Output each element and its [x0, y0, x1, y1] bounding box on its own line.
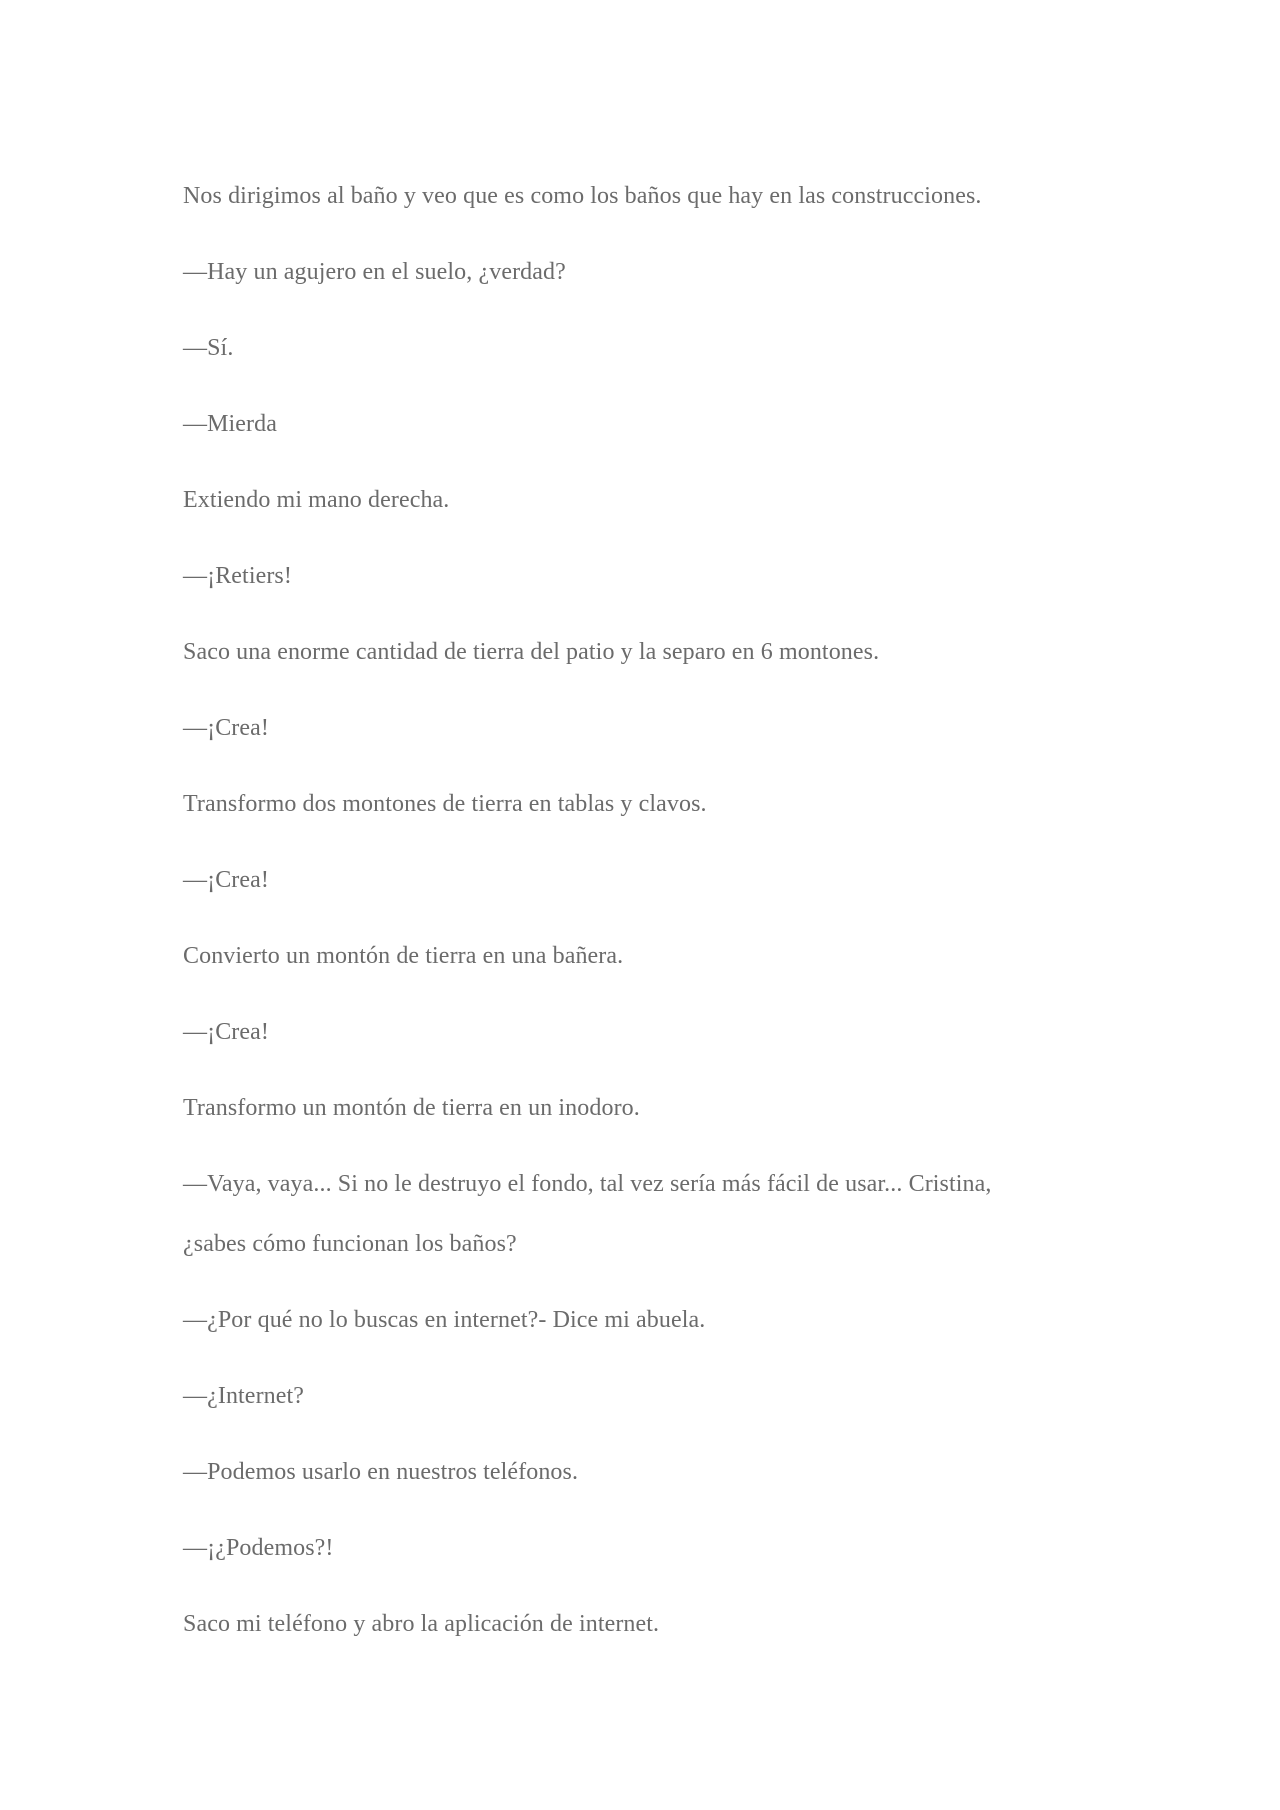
dialogue-line: —¿Por qué no lo buscas en internet?- Dice mi abuela.: [183, 1307, 706, 1333]
paragraph: Saco mi teléfono y abro la aplicación de internet.: [183, 1611, 660, 1637]
dialogue-line-continuation: ¿sabes cómo funcionan los baños?: [183, 1231, 517, 1257]
dialogue-line: —¡Crea!: [183, 715, 269, 741]
dialogue-line: —Hay un agujero en el suelo, ¿verdad?: [183, 259, 566, 285]
paragraph: Nos dirigimos al baño y veo que es como los baños que hay en las construcciones.: [183, 183, 982, 209]
paragraph: Extiendo mi mano derecha.: [183, 487, 450, 513]
dialogue-line: —Mierda: [183, 411, 278, 437]
paragraph: Convierto un montón de tierra en una bañera.: [183, 943, 624, 969]
dialogue-line: —Vaya, vaya... Si no le destruyo el fondo, tal vez sería más fácil de usar... Cristina,: [183, 1171, 992, 1197]
dialogue-line: —¡Crea!: [183, 1019, 269, 1045]
dialogue-line: —¡Retiers!: [183, 563, 292, 589]
paragraph: Transformo un montón de tierra en un inodoro.: [183, 1095, 640, 1121]
paragraph: Saco una enorme cantidad de tierra del patio y la separo en 6 montones.: [183, 639, 880, 665]
document-body: [183, 178, 1083, 1682]
dialogue-line: —Podemos usarlo en nuestros teléfonos.: [183, 1459, 579, 1485]
dialogue-line: —¿Internet?: [183, 1383, 305, 1409]
dialogue-line: —¡Crea!: [183, 867, 269, 893]
dialogue-line: —Sí.: [183, 335, 234, 361]
dialogue-line: —¡¿Podemos?!: [183, 1535, 334, 1561]
paragraph: Transformo dos montones de tierra en tablas y clavos.: [183, 791, 707, 817]
